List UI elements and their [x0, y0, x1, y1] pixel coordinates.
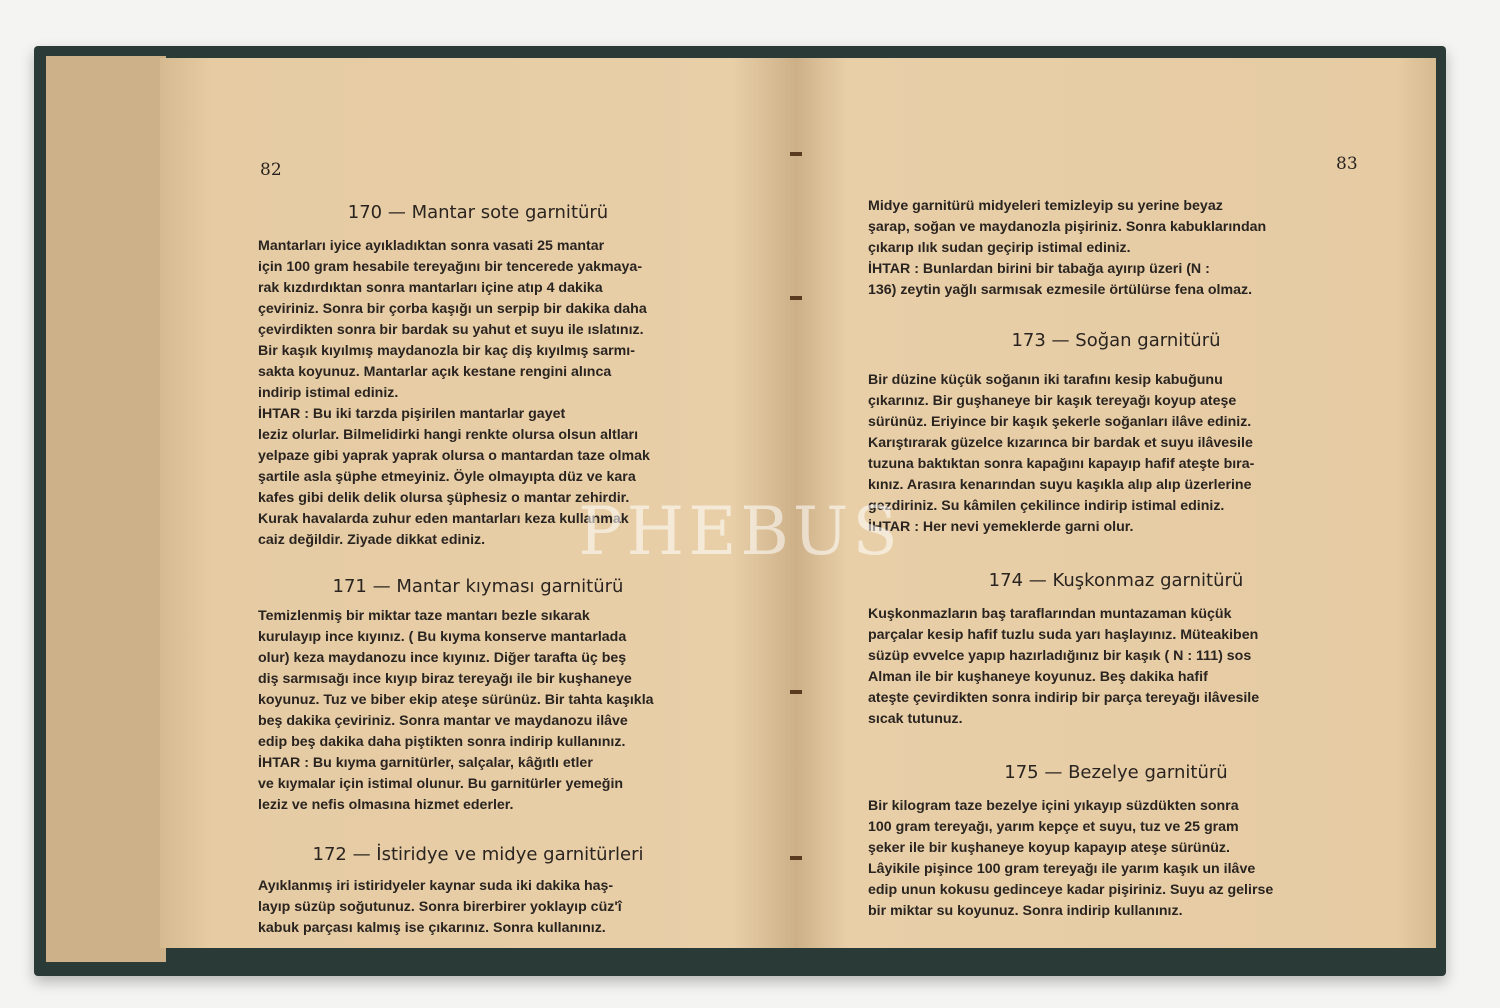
- text-line: İHTAR : Bunlardan birini bir tabağa ayırıp üzeri (N :: [868, 261, 1210, 277]
- text-line: Bir kilogram taze bezelye içini yıkayıp süzdükten sonra: [868, 798, 1239, 814]
- text-line: şarap, soğan ve maydanozla pişiriniz. Sonra kabuklarından: [868, 219, 1267, 235]
- page-number: 82: [260, 160, 282, 180]
- text-line: Lâyikile pişince 100 gram tereyağı ile yarım kaşık un ilâve: [868, 861, 1256, 877]
- section-body: [868, 604, 1358, 730]
- text-line: edip unun kokusu gedinceye kadar pişiriniz. Suyu az gelirse: [868, 882, 1274, 898]
- page-number: 83: [1336, 154, 1358, 174]
- binding-thread: [790, 690, 802, 694]
- text-line: leziz olurlar. Bilmelidirki hangi renkte olursa olsun altları: [258, 427, 639, 443]
- binding-thread: [790, 856, 802, 860]
- text-line: leziz ve nefis olmasına hizmet ederler.: [258, 797, 514, 813]
- text-line: beş dakika çeviriniz. Sonra mantar ve maydanozu ilâve: [258, 713, 628, 729]
- text-line: İHTAR : Bu kıyma garnitürler, salçalar, kâğıtlı etler: [258, 755, 593, 771]
- text-line: Ayıklanmış iri istiridyeler kaynar suda iki dakika haş-: [258, 878, 614, 894]
- text-line: tuzuna baktıktan sonra kapağını kapayıp hafif ateşte bıra-: [868, 456, 1255, 472]
- text-line: kurulayıp ince kıyınız. ( Bu kıyma konserve mantarlada: [258, 629, 627, 645]
- text-line: çıkarınız. Bir guşhaneye bir kaşık tereyağı koyup ateşe: [868, 393, 1237, 409]
- text-line: bir miktar su koyunuz. Sonra indirip kullanınız.: [868, 903, 1183, 919]
- endpaper: [46, 56, 166, 962]
- text-line: Kuşkonmazların baş taraflarından muntazaman küçük: [868, 606, 1232, 622]
- text-line: çıkarıp ılık sudan geçirip istimal ediniz.: [868, 240, 1131, 256]
- text-line: 100 gram tereyağı, yarım kepçe et suyu, tuz ve 25 gram: [868, 819, 1239, 835]
- text-line: ateşte çevirdikten sonra indirip bir parça tereyağı ilâvesile: [868, 690, 1260, 706]
- text-line: 136) zeytin yağlı sarmısak ezmesile örtülürse fena olmaz.: [868, 282, 1253, 298]
- text-line: kabuk parçası kalmış ise çıkarınız. Sonra kullanınız.: [258, 920, 606, 936]
- text-line: için 100 gram hesabile tereyağını bir tencerede yakmaya-: [258, 259, 643, 275]
- section-body: [868, 796, 1358, 922]
- text-line: sakta koyunuz. Mantarlar açık kestane rengini alınca: [258, 364, 612, 380]
- text-line: rak kızdırdıktan sonra mantarları içine atıp 4 dakika: [258, 280, 603, 296]
- text-line: layıp süzüp soğutunuz. Sonra birerbirer yoklayıp cüz'î: [258, 899, 622, 915]
- text-line: şartile asla şüphe etmeyiniz. Öyle olmayıpta düz ve kara: [258, 469, 636, 485]
- text-line: sürünüz. Eriyince bir kaşık şekerle soğanları ilâve ediniz.: [868, 414, 1252, 430]
- text-line: süzüp evvelce yapıp hazırladığınız bir kaşık ( N : 111) sos: [868, 648, 1252, 664]
- section-body: [258, 606, 746, 816]
- text-line: diş sarmısağı ince kıyıp biraz tereyağı ile bir kuşhaneye: [258, 671, 632, 687]
- watermark: PHEBUS: [578, 493, 902, 570]
- text-line: edip beş dakika daha piştikten sonra indirip kullanınız.: [258, 734, 626, 750]
- text-line: Karıştırarak güzelce kızarınca bir bardak et suyu ilâvesile: [868, 435, 1253, 451]
- text-line: kınız. Arasıra kenarından suyu kaşıkla alıp alıp üzerlerine: [868, 477, 1252, 493]
- text-line: şeker ile bir kuşhaneye koyup kapayıp ateşe sürünüz.: [868, 840, 1230, 856]
- text-line: Bir düzine küçük soğanın iki tarafını kesip kabuğunu: [868, 372, 1223, 388]
- text-line: Midye garnitürü midyeleri temizleyip su yerine beyaz: [868, 198, 1223, 214]
- text-line: çevirdikten sonra bir bardak su yahut et suyu ile ıslatınız.: [258, 322, 644, 338]
- text-line: yelpaze gibi yaprak yaprak olursa o mantardan taze olmak: [258, 448, 650, 464]
- text-line: Kurak havalarda zuhur eden mantarları keza kullanmak: [258, 511, 629, 527]
- text-line: ve kıymalar için istimal olunur. Bu garnitürler yemeğin: [258, 776, 624, 792]
- section-body: [868, 370, 1358, 538]
- text-line: İHTAR : Her nevi yemeklerde garni olur.: [868, 519, 1134, 535]
- text-line: Alman ile bir kuşhaneye koyunuz. Beş dakika hafif: [868, 669, 1208, 685]
- text-line: Temizlenmiş bir miktar taze mantarı bezle sıkarak: [258, 608, 590, 624]
- section-heading: 173 — Soğan garnitürü: [1011, 330, 1221, 351]
- text-line: sıcak tutunuz.: [868, 711, 963, 727]
- section-heading: 172 — İstiridye ve midye garnitürleri: [312, 844, 644, 865]
- section-heading: 174 — Kuşkonmaz garnitürü: [988, 570, 1244, 591]
- text-line: indirip istimal ediniz.: [258, 385, 399, 401]
- section-body: [258, 876, 746, 939]
- section-heading: 171 — Mantar kıyması garnitürü: [332, 576, 624, 597]
- binding-thread: [790, 296, 802, 300]
- text-line: parçalar kesip hafif tuzlu suda yarı haşlayınız. Müteakiben: [868, 627, 1259, 643]
- section-heading: 170 — Mantar sote garnitürü: [347, 202, 609, 223]
- text-line: Mantarları iyice ayıkladıktan sonra vasati 25 mantar: [258, 238, 605, 254]
- intro-body: [868, 196, 1358, 301]
- binding-thread: [790, 152, 802, 156]
- text-line: olur) keza maydanozu ince kıyınız. Diğer tarafta üç beş: [258, 650, 627, 666]
- text-line: çeviriniz. Sonra bir çorba kaşığı un serpip bir dakika daha: [258, 301, 647, 317]
- text-line: koyunuz. Tuz ve biber ekip ateşe sürünüz. Bir tahta kaşıkla: [258, 692, 654, 708]
- text-line: Bir kaşık kıyılmış maydanozla bir kaç diş kıyılmış sarmı-: [258, 343, 635, 359]
- text-line: İHTAR : Bu iki tarzda pişirilen mantarlar gayet: [258, 406, 566, 422]
- text-line: gezdiriniz. Su kâmilen çekilince indirip istimal ediniz.: [868, 498, 1225, 514]
- text-line: kafes gibi delik delik olursa şüphesiz o mantar zehirdir.: [258, 490, 630, 506]
- text-line: caiz değildir. Ziyade dikkat ediniz.: [258, 532, 486, 548]
- section-heading: 175 — Bezelye garnitürü: [1004, 762, 1228, 783]
